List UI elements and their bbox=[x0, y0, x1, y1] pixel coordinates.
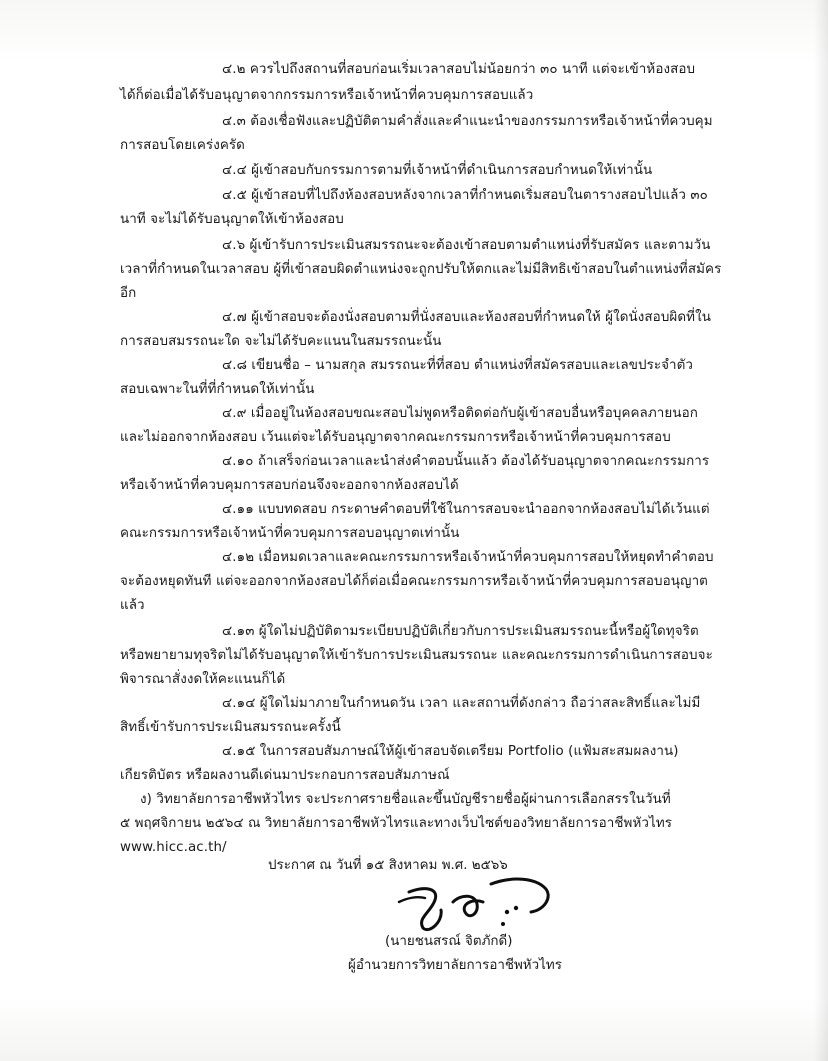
item-4-13-line-3: พิจารณาสั่งงดให้คะแนนก็ได้ bbox=[120, 672, 286, 687]
page-edge-shadow bbox=[814, 0, 828, 1061]
item-4-3-line-1: ๔.๓ ต้องเชื่อฟังและปฏิบัติตามคำสั่งและคำแนะนำของกรรมการหรือเจ้าหน้าที่ควบคุม bbox=[222, 114, 713, 129]
item-4-14-line-2: สิทธิ์เข้ารับการประเมินสมรรถนะครั้งนี้ bbox=[120, 720, 341, 735]
item-4-7-line-1: ๔.๗ ผู้เข้าสอบจะต้องนั่งสอบตามที่นั่งสอบและห้องสอบที่กำหนดให้ ผู้ใดนั่งสอบผิดที่ใน bbox=[222, 310, 711, 325]
item-4-7-line-2: การสอบสมรรถนะใด จะไม่ได้รับคะแนนในสมรรถนะนั้น bbox=[120, 334, 442, 349]
item-4-5-line-1: ๔.๕ ผู้เข้าสอบที่ไปถึงห้องสอบหลังจากเวลาที่กำหนดเริ่มสอบในตารางสอบไปแล้ว ๓๐ bbox=[222, 188, 708, 203]
website-url: www.hicc.ac.th/ bbox=[120, 840, 227, 855]
item-4-13-line-2: หรือพยายามทุจริตไม่ได้รับอนุญาตให้เข้ารับการประเมินสมรรถนะ และคณะกรรมการดำเนินการสอบจะ bbox=[120, 648, 713, 663]
item-4-12-line-1: ๔.๑๒ เมื่อหมดเวลาและคณะกรรมการหรือเจ้าหน้าที่ควบคุมการสอบให้หยุดทำคำตอบ bbox=[222, 550, 714, 565]
item-4-8-line-2: สอบเฉพาะในที่ที่กำหนดให้เท่านั้น bbox=[120, 382, 315, 397]
signer-title: ผู้อำนวยการวิทยาลัยการอาชีพหัวไทร bbox=[348, 958, 562, 973]
section-g-line-1: ง) วิทยาลัยการอาชีพหัวไทร จะประกาศรายชื่อและขึ้นบัญชีรายชื่อผู้ผ่านการเลือกสรรในวันที่ bbox=[140, 792, 671, 807]
item-4-9-line-2: และไม่ออกจากห้องสอบ เว้นแต่จะได้รับอนุญาตจากคณะกรรมการหรือเจ้าหน้าที่ควบคุมการสอบ bbox=[120, 430, 671, 445]
item-4-9-line-1: ๔.๙ เมื่ออยู่ในห้องสอบขณะสอบไม่พูดหรือติดต่อกับผู้เข้าสอบอื่นหรือบุคคลภายนอก bbox=[222, 406, 698, 421]
item-4-4-line-1: ๔.๔ ผู้เข้าสอบกับกรรมการตามที่เจ้าหน้าที่ดำเนินการสอบกำหนดให้เท่านั้น bbox=[222, 163, 653, 178]
item-4-11-line-2: คณะกรรมการหรือเจ้าหน้าที่ควบคุมการสอบอนุญาตเท่านั้น bbox=[120, 526, 460, 541]
signer-name: (นายชนสรณ์ จิตภักดี) bbox=[385, 934, 513, 949]
item-4-15-line-2: เกียรติบัตร หรือผลงานดีเด่นมาประกอบการสอบสัมภาษณ์ bbox=[120, 768, 450, 783]
item-4-13-line-1: ๔.๑๓ ผู้ใดไม่ปฏิบัติตามระเบียบปฏิบัติเกี่ยวกับการประเมินสมรรถนะนี้หรือผู้ใดทุจริต bbox=[222, 624, 699, 639]
handwritten-signature bbox=[395, 872, 575, 936]
item-4-12-line-3: แล้ว bbox=[120, 598, 145, 613]
item-4-14-line-1: ๔.๑๔ ผู้ใดไม่มาภายในกำหนดวัน เวลา และสถานที่ดังกล่าว ถือว่าสละสิทธิ์และไม่มี bbox=[222, 696, 701, 711]
item-4-10-line-2: หรือเจ้าหน้าที่ควบคุมการสอบก่อนจึงจะออกจากห้องสอบได้ bbox=[120, 478, 459, 493]
item-4-2-line-1: ๔.๒ ควรไปถึงสถานที่สอบก่อนเริ่มเวลาสอบไม่น้อยกว่า ๓๐ นาที แต่จะเข้าห้องสอบ bbox=[222, 62, 696, 77]
item-4-6-line-1: ๔.๖ ผู้เข้ารับการประเมินสมรรถนะจะต้องเข้าสอบตามตำแหน่งที่รับสมัคร และตามวัน bbox=[222, 238, 711, 253]
item-4-5-line-2: นาที จะไม่ได้รับอนุญาตให้เข้าห้องสอบ bbox=[120, 212, 344, 227]
item-4-10-line-1: ๔.๑๐ ถ้าเสร็จก่อนเวลาและนำส่งคำตอบนั้นแล้ว ต้องได้รับอนุญาตจากคณะกรรมการ bbox=[222, 454, 710, 469]
section-g-line-2: ๕ พฤศจิกายน ๒๕๖๔ ณ วิทยาลัยการอาชีพหัวไทรและทางเว็บไซต์ของวิทยาลัยการอาชีพหัวไทร bbox=[120, 816, 673, 831]
item-4-8-line-1: ๔.๘ เขียนชื่อ – นามสกุล สมรรถนะที่ที่สอบ ตำแหน่งที่สมัครสอบและเลขประจำตัว bbox=[222, 358, 694, 373]
item-4-12-line-2: จะต้องหยุดทันที แต่จะออกจากห้องสอบได้ก็ต่อเมื่อคณะกรรมการหรือเจ้าหน้าที่ควบคุมการสอบอนุญาต bbox=[120, 574, 708, 589]
item-4-15-line-1: ๔.๑๕ ในการสอบสัมภาษณ์ให้ผู้เข้าสอบจัดเตรียม Portfolio (แฟ้มสะสมผลงาน) bbox=[222, 744, 679, 759]
item-4-11-line-1: ๔.๑๑ แบบทดสอบ กระดาษคำตอบที่ใช้ในการสอบจะนำออกจากห้องสอบไม่ได้เว้นแต่ bbox=[222, 502, 710, 517]
announcement-date: ประกาศ ณ วันที่ ๑๕ สิงหาคม พ.ศ. ๒๕๖๖ bbox=[268, 858, 508, 873]
item-4-6-line-3: อีก bbox=[120, 286, 137, 301]
item-4-3-line-2: การสอบโดยเคร่งครัด bbox=[120, 138, 245, 153]
item-4-2-line-2: ได้ก็ต่อเมื่อได้รับอนุญาตจากกรรมการหรือเจ้าหน้าที่ควบคุมการสอบแล้ว bbox=[120, 88, 534, 103]
item-4-6-line-2: เวลาที่กำหนดในเวลาสอบ ผู้ที่เข้าสอบผิดตำแหน่งจะถูกปรับให้ตกและไม่มีสิทธิเข้าสอบในตำแหน่งที่สมัคร bbox=[120, 262, 722, 277]
